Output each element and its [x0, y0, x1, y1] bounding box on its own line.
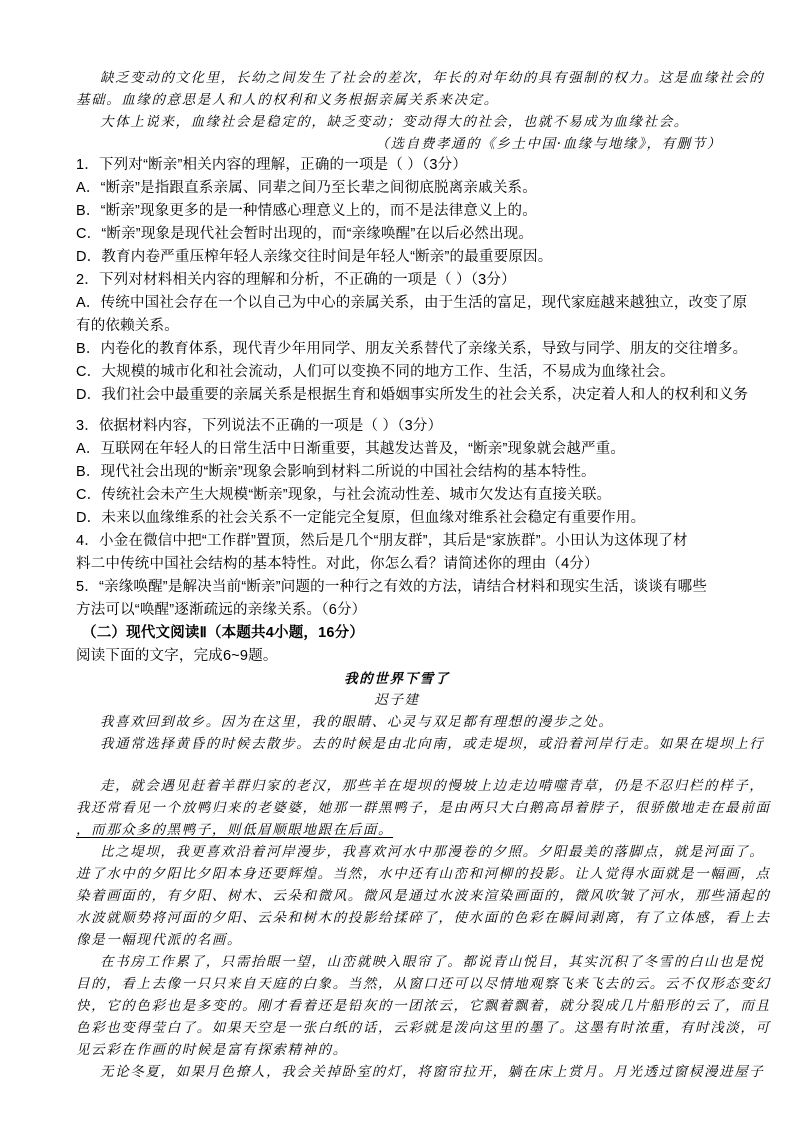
material-paragraph: 缺乏变动的文化里，长幼之间发生了社会的差次，年长的对年幼的具有强制的权力。这是血缘社会的 — [100, 70, 765, 86]
essay-paragraph: 我喜欢回到故乡。因为在这里，我的眼睛、心灵与双足都有理想的漫步之处。 — [100, 714, 614, 730]
essay-title: 我的世界下雪了 — [344, 671, 450, 687]
question-1-option-a: A．“断亲”是指跟直系亲属、同辈之间乃至长辈之间彻底脱离亲戚关系。 — [76, 180, 537, 196]
question-5: 5．“亲缘唤醒”是解决当前“断亲”问题的一种行之有效的方法，请结合材料和现实生活，谈谈有哪些 — [76, 579, 708, 595]
question-2-stem: 2．下列对材料相关内容的理解和分析，不正确的一项是（ ）（3分） — [76, 272, 516, 288]
question-3-option-c: C．传统社会未产生大规模“断亲”现象，与社会流动性差、城市欠发达有直接关联。 — [76, 487, 612, 503]
material-source: （选自费孝通的《乡土中国·血缘与地缘》，有删节） — [375, 136, 722, 152]
essay-paragraph: 见云彩在作画的时候是富有探索精神的。 — [76, 1042, 348, 1058]
question-2-option-d: D．我们社会中最重要的亲属关系是根据生育和婚姻事实所发生的社会关系，决定着人和人的权利和义务 — [76, 387, 749, 403]
essay-paragraph: 染着画面的，有夕阳、树木、云朵和微风。微风是通过水波来渲染画面的，微风吹皱了河水，那些涌起的 — [76, 888, 771, 904]
essay-paragraph: 水波就顺势将河面的夕阳、云朵和树木的投影给揉碎了，使水面的色彩在瞬间剥离，有了立体感，看上去 — [76, 910, 771, 926]
essay-paragraph: 色彩也变得莹白了。如果天空是一张白纸的话，云彩就是泼向这里的墨了。这墨有时浓重，有时浅淡，可 — [76, 1020, 771, 1036]
question-1-option-c: C．“断亲”现象是现代社会暂时出现的，而“亲缘唤醒”在以后必然出现。 — [76, 226, 534, 242]
section-heading: （二）现代文阅读Ⅱ（本题共4小题，16分） — [82, 625, 365, 641]
essay-paragraph: 无论冬夏，如果月色撩人，我会关掉卧室的灯，将窗帘拉开，躺在床上赏月。月光透过窗棂漫进屋子 — [100, 1064, 765, 1080]
question-4: 4．小金在微信中把“工作群”置顶，然后是几个“朋友群”，其后是“家族群”。小田认为这体现了材 — [76, 533, 688, 549]
essay-underlined-line: ，而那众多的黑鸭子，则低眉顺眼地跟在后面。 — [76, 822, 394, 838]
essay-paragraph: 目的，看上去像一只只来自天庭的白象。当然，从窗口还可以尽情地观察飞来飞去的云。云不仅形态变幻 — [76, 976, 771, 992]
question-2-option-a: A．传统中国社会存在一个以自己为中心的亲属关系，由于生活的富足，现代家庭越来越独立，改变了原 — [76, 295, 748, 311]
essay-paragraph: 进了水中的夕阳比夕阳本身还要辉煌。当然，水中还有山峦和河柳的投影。让人觉得水面就是一幅画，点 — [76, 866, 771, 882]
essay-paragraph: 在书房工作累了，只需抬眼一望，山峦就映入眼帘了。都说青山悦目，其实沉积了冬雪的白山也是悦 — [100, 954, 765, 970]
question-2-option-c: C．大规模的城市化和社会流动，人们可以变换不同的地方工作、生活，不易成为血缘社会。 — [76, 364, 675, 380]
question-2-option-a-cont: 有的依赖关系。 — [76, 318, 179, 334]
essay-paragraph: 走，就会遇见赶着羊群归家的老汉，那些羊在堤坝的慢坡上边走边啃噬青草，仍是不忍归栏的样子， — [100, 778, 765, 794]
question-1-stem: 1．下列对“断亲”相关内容的理解，正确的一项是（ ）（3分） — [76, 157, 468, 173]
essay-author: 迟子建 — [374, 692, 420, 708]
essay-paragraph: 我通常选择黄昏的时候去散步。去的时候是由北向南，或走堤坝，或沿着河岸行走。如果在堤坝上行 — [100, 736, 765, 752]
question-1-option-b: B．“断亲”现象更多的是一种情感心理意义上的，而不是法律意义上的。 — [76, 203, 537, 219]
essay-paragraph: 像是一幅现代派的名画。 — [76, 932, 243, 948]
material-paragraph: 基础。血缘的意思是人和人的权利和义务根据亲属关系来决定。 — [76, 92, 499, 108]
material-paragraph: 大体上说来，血缘社会是稳定的，缺乏变动；变动得大的社会，也就不易成为血缘社会。 — [100, 114, 689, 130]
question-3-stem: 3．依据材料内容，下列说法不正确的一项是（ ）（3分） — [76, 418, 443, 434]
question-1-option-d: D．教育内卷严重压榨年轻人亲缘交往时间是年轻人“断亲”的最重要原因。 — [76, 249, 553, 265]
essay-paragraph: 比之堤坝，我更喜欢沿着河岸漫步，我喜欢河水中那漫卷的夕照。夕阳最美的落脚点，就是河面了。 — [100, 844, 765, 860]
question-2-option-b: B．内卷化的教育体系，现代青少年用同学、朋友关系替代了亲缘关系，导致与同学、朋友的交往增多。 — [76, 341, 748, 357]
essay-paragraph: 快，它的色彩也是多变的。刚才看着还是铅灰的一团浓云，它飘着飘着，就分裂成几片船形的云了，而且 — [76, 998, 771, 1014]
section-instruction: 阅读下面的文字，完成6~9题。 — [76, 648, 278, 664]
question-5-cont: 方法可以“唤醒”逐渐疏远的亲缘关系。（6分） — [76, 602, 367, 618]
question-3-option-b: B．现代社会出现的“断亲”现象会影响到材料二所说的中国社会结构的基本特性。 — [76, 464, 596, 480]
question-3-option-a: A．互联网在年轻人的日常生活中日渐重要，其越发达普及，“断亲”现象就会越严重。 — [76, 441, 626, 457]
question-4-cont: 料二中传统中国社会结构的基本特性。对此，你怎么看？请简述你的理由（4分） — [76, 556, 599, 572]
essay-paragraph: 我还常看见一个放鸭归来的老婆婆，她那一群黑鸭子，是由两只大白鹅高昂着脖子，很骄傲地走在最前面 — [76, 800, 771, 816]
question-3-option-d: D．未来以血缘维系的社会关系不一定能完全复原，但血缘对维系社会稳定有重要作用。 — [76, 510, 646, 526]
